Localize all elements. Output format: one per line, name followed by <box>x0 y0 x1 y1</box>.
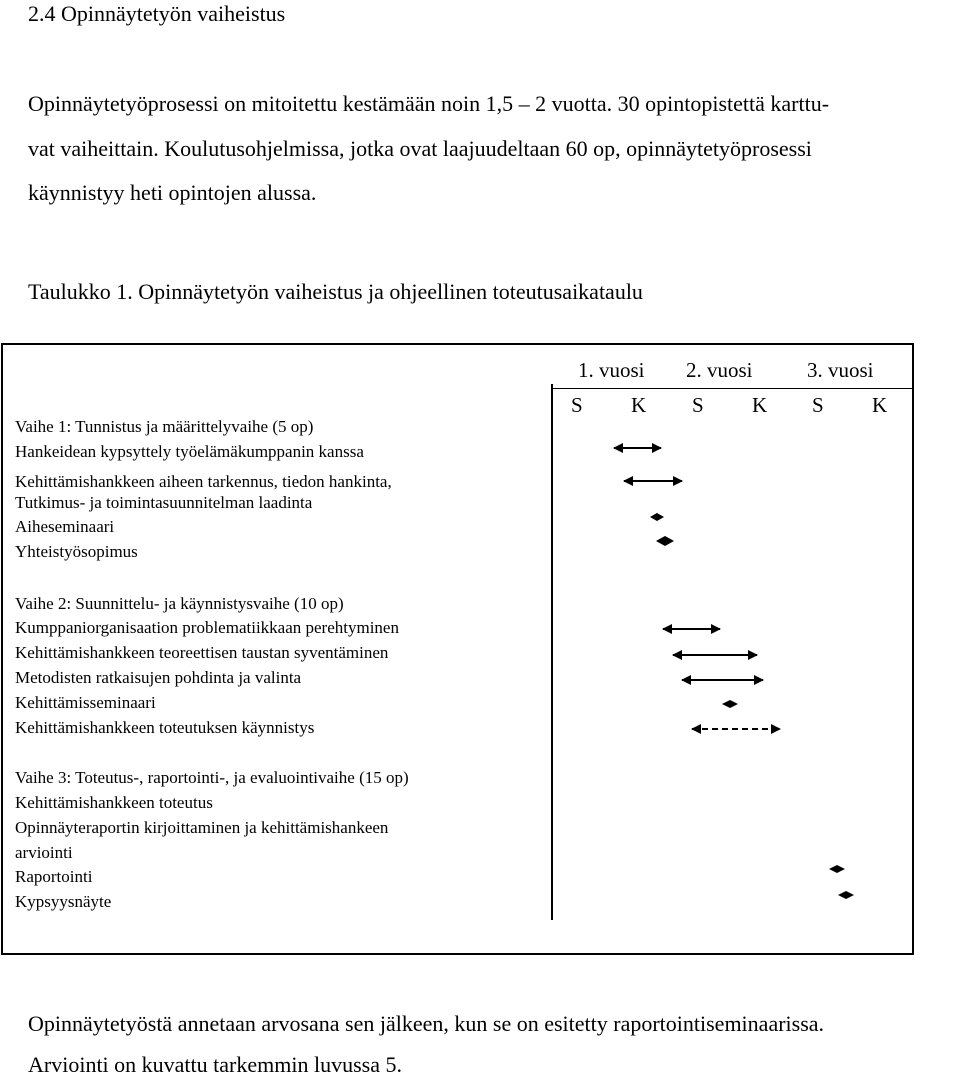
phase-3-item: Kehittämishankkeen toteutus <box>15 793 213 812</box>
timeline-milestone <box>650 513 664 521</box>
semester-header: S <box>812 393 824 417</box>
phase-2-item: Kehittämishankkeen teoreettisen taustan syventäminen <box>15 643 389 662</box>
timeline-milestone <box>838 891 854 899</box>
phase-3-title: Vaihe 3: Toteutus-, raportointi-, ja evaluointivaihe (15 op) <box>15 768 409 787</box>
timeline-milestone <box>829 865 845 873</box>
phase-3-item: arviointi <box>15 843 73 862</box>
phase-1-title: Vaihe 1: Tunnistus ja määrittelyvaihe (5 op) <box>15 417 314 436</box>
closing-line-1: Opinnäytetyöstä annetaan arvosana sen jälkeen, kun se on esitetty raportointiseminaarissa. <box>28 1011 825 1036</box>
timeline-milestone <box>656 536 674 546</box>
phase-2-item: Kumppaniorganisaation problematiikkaan perehtyminen <box>15 618 399 637</box>
intro-line-1: Opinnäytetyöprosessi on mitoitettu kestämään noin 1,5 – 2 vuotta. 30 opintopistettä karttu- <box>28 91 830 116</box>
phase-2-item: Kehittämishankkeen toteutuksen käynnistys <box>15 718 315 737</box>
timeline-milestone <box>722 700 738 708</box>
year-2-header: 2. vuosi <box>686 358 753 382</box>
semester-header: S <box>571 393 583 417</box>
phase-2-item: Metodisten ratkaisujen pohdinta ja valinta <box>15 668 302 687</box>
semester-header: K <box>872 393 888 417</box>
year-3-header: 3. vuosi <box>807 358 874 382</box>
closing-line-2: Arviointi on kuvattu tarkemmin luvussa 5. <box>28 1052 402 1077</box>
phase-1-item: Kehittämishankkeen aiheen tarkennus, tiedon hankinta, <box>15 472 392 491</box>
phase-3-item: Opinnäyteraportin kirjoittaminen ja kehittämishankeen <box>15 818 389 837</box>
phase-2-title: Vaihe 2: Suunnittelu- ja käynnistysvaihe (10 op) <box>15 594 344 613</box>
intro-line-3: käynnistyy heti opintojen alussa. <box>28 180 317 205</box>
phase-3-item: Kypsyysnäyte <box>15 892 112 911</box>
phase-1-item: Hankeidean kypsyttely työelämäkumppanin kanssa <box>15 442 364 461</box>
semester-header: S <box>692 393 704 417</box>
phase-2-item: Kehittämisseminaari <box>15 693 156 712</box>
phase-1-item: Tutkimus- ja toimintasuunnitelman laadinta <box>15 493 313 512</box>
intro-line-2: vat vaiheittain. Koulutusohjelmissa, jotka ovat laajuudeltaan 60 op, opinnäytetyöprosessi <box>28 136 812 161</box>
semester-header: K <box>752 393 768 417</box>
phase-1-item: Yhteistyösopimus <box>15 542 138 561</box>
section-title: 2.4 Opinnäytetyön vaiheistus <box>28 1 286 26</box>
phase-1-item: Aiheseminaari <box>15 517 115 536</box>
semester-header: K <box>631 393 647 417</box>
phase-3-item: Raportointi <box>15 867 93 886</box>
year-1-header: 1. vuosi <box>578 358 645 382</box>
table-caption: Taulukko 1. Opinnäytetyön vaiheistus ja ohjeellinen toteutusaikataulu <box>28 279 643 304</box>
